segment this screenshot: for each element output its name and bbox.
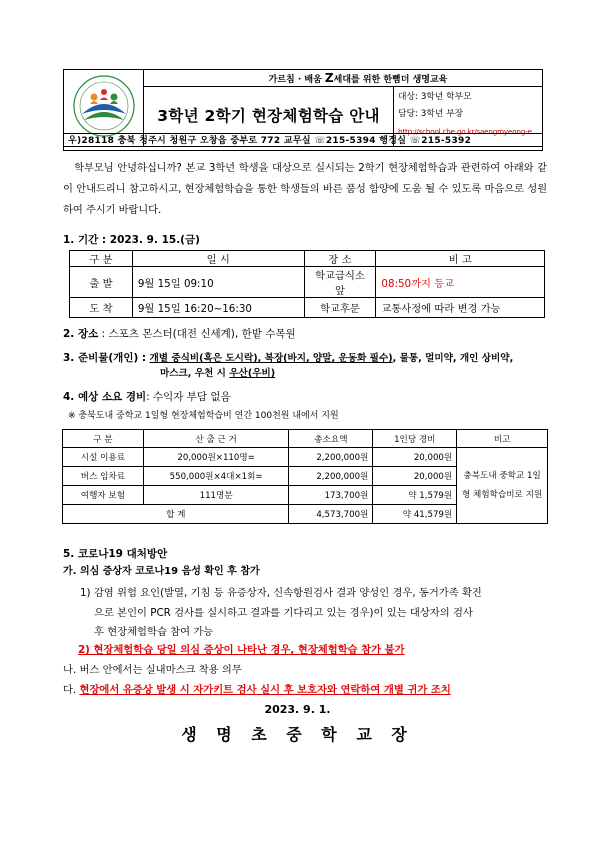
section-supplies: 3. 준비물(개인) : 개별 중식비(혹은 도시락), 복장(바지, 양말, 운동화 필수), 물통, 멀미약, 개인 상비약, (63, 352, 514, 364)
table-cell: 출 발 (70, 267, 133, 298)
table-cell: 버스 임차료 (63, 467, 144, 486)
document-title: 3학년 2학기 현장체험학습 안내 (144, 87, 394, 146)
covid-item-1-line-2: 으로 본인이 PCR 검사를 실시하고 결과를 기다리고 있는 경우)이 있는 대상자의 검사 (94, 607, 473, 619)
school-contact-bar: 우)28118 충북 청주시 청원구 오창읍 중부로 772 교무실 ☏215-5394 행정실 ☏215-5392 (63, 133, 543, 151)
covid-item-2: 2) 현장체험학습 당일 의심 증상이 나타난 경우, 현장체험학습 참가 불가 (78, 644, 405, 656)
target-audience: 대상: 3학년 학부모 (398, 92, 472, 102)
sum-total-cell: 4,573,700원 (289, 505, 373, 524)
table-cell: 20,000원×110명= (143, 448, 289, 467)
sum-per-cell: 약 41,579원 (373, 505, 457, 524)
supplies-line-2: 마스크, 우천 시 우산(우비) (160, 368, 276, 379)
cost-note: ※ 충북도내 중학교 1일형 현장체험학습비 연간 100천원 내에서 지원 (68, 411, 339, 421)
table-cell: 여행자 보험 (63, 486, 144, 505)
table-cell: 교통사정에 따라 변경 가능 (376, 298, 545, 318)
covid-item-1-line-3: 후 현장체험학습 참여 가능 (94, 626, 214, 638)
table-header-row (63, 430, 548, 448)
section-period: 1. 기간 : 2023. 9. 15.(금) (63, 234, 200, 246)
table-cell: 08:50까지 등교 (376, 267, 545, 298)
table-cell: 111명분 (143, 486, 289, 505)
table-cell: 시설 이용료 (63, 448, 144, 467)
table-cell: 도 착 (70, 298, 133, 318)
table-header-cell: 1인당 경비 (373, 430, 457, 448)
school-motto: 가르침 · 배움 Z세대를 위한 한뼘더 생명교육 (144, 70, 542, 87)
document-owner: 담당: 3학년 부장 (398, 109, 464, 119)
covid-item-da: 다. 현장에서 유증상 발생 시 자가키트 검사 실시 후 보호자와 연락하여 개별 귀가 조치 (63, 684, 451, 696)
table-row (63, 448, 548, 467)
table-cell: 학교후문 (304, 298, 376, 318)
table-cell: 2,200,000원 (289, 467, 373, 486)
cost-table (62, 429, 548, 524)
table-cell: 20,000원 (373, 448, 457, 467)
table-cell: 173,700원 (289, 486, 373, 505)
table-cell: 20,000원 (373, 467, 457, 486)
table-header-row (70, 251, 545, 267)
covid-item-na: 나. 버스 안에서는 실내마스크 착용 의무 (63, 664, 242, 676)
document-date: 2023. 9. 1. (264, 703, 331, 716)
table-cell: 2,200,000원 (289, 448, 373, 467)
table-row (70, 267, 545, 298)
table-header-cell: 비 고 (376, 251, 545, 267)
table-header-cell: 일 시 (132, 251, 304, 267)
table-header-cell: 장 소 (304, 251, 376, 267)
table-cell: 9월 15일 09:10 (132, 267, 304, 298)
sum-label-cell: 합 계 (63, 505, 289, 524)
table-cell: 약 1,579원 (373, 486, 457, 505)
table-cell: 9월 15일 16:20~16:30 (132, 298, 304, 318)
intro-paragraph: 학부모님 안녕하십니까? 본교 3학년 학생을 대상으로 실시되는 2학기 현장체험학습과 관련하여 아래와 같이 안내드리니 참고하시고, 현장체험학습을 통한 학생들의 바른 품성 함양에 도움 될 수 있도록 마음으로 성원하여 주시기 바랍니다. (63, 162, 547, 216)
section-place: 2. 장소 : 스포츠 몬스터(대전 신세계), 한밭 수목원 (63, 328, 296, 340)
cost-remark-cell: 충북도내 중학교 1일형 체험학습비로 지원 (457, 448, 548, 524)
table-header-cell: 구 분 (70, 251, 133, 267)
section-covid: 5. 코로나19 대처방안 (63, 548, 168, 560)
table-row (70, 298, 545, 318)
section-cost: 4. 예상 소요 경비: 수익자 부담 없음 (63, 391, 231, 403)
school-url-link[interactable]: http://school.cbe.go.kr/saengmyeong-e (398, 127, 532, 136)
table-header-cell: 산 출 근 거 (143, 430, 289, 448)
table-header-cell: 구 분 (63, 430, 144, 448)
principal-signature: 생 명 초 중 학 교 장 (181, 725, 414, 744)
table-cell: 학교급식소 앞 (304, 267, 376, 298)
table-header-cell: 총소요액 (289, 430, 373, 448)
table-cell: 550,000원×4대×1회= (143, 467, 289, 486)
covid-item-1-line-1: 1) 감염 위험 요인(발열, 기침 등 유증상자, 신속항원검사 결과 양성인 경우, 동거가족 확진 (80, 587, 482, 599)
schedule-table (69, 250, 545, 318)
covid-item-ga: 가. 의심 증상자 코로나19 음성 확인 후 참가 (63, 566, 260, 577)
table-header-cell: 비고 (457, 430, 548, 448)
